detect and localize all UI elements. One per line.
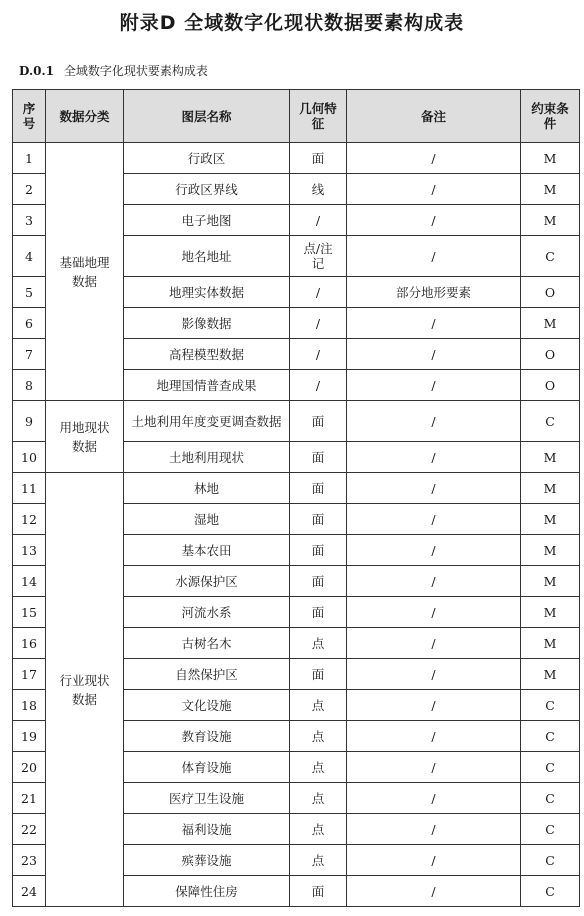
cell-constraint: M: [521, 442, 580, 473]
cell-notes: /: [347, 783, 521, 814]
cell-geometry: /: [290, 308, 347, 339]
header-serial-no: 序号: [13, 90, 46, 143]
cell-serial-no: 21: [13, 783, 46, 814]
cell-constraint: O: [521, 277, 580, 308]
cell-geometry: 点: [290, 845, 347, 876]
cell-geometry: 点: [290, 814, 347, 845]
cell-serial-no: 14: [13, 566, 46, 597]
cell-serial-no: 15: [13, 597, 46, 628]
cell-geometry: 点: [290, 721, 347, 752]
cell-notes: /: [347, 174, 521, 205]
cell-serial-no: 5: [13, 277, 46, 308]
cell-geometry: 点: [290, 690, 347, 721]
cell-layer-name: 福利设施: [124, 814, 290, 845]
cell-notes: /: [347, 308, 521, 339]
cell-layer-name: 湿地: [124, 504, 290, 535]
cell-geometry: /: [290, 277, 347, 308]
cell-geometry: 面: [290, 401, 347, 442]
cell-geometry: 面: [290, 442, 347, 473]
cell-constraint: M: [521, 659, 580, 690]
cell-notes: /: [347, 690, 521, 721]
cell-geometry: 面: [290, 473, 347, 504]
cell-serial-no: 11: [13, 473, 46, 504]
cell-layer-name: 土地利用年度变更调查数据: [124, 401, 290, 442]
cell-constraint: M: [521, 566, 580, 597]
cell-notes: /: [347, 721, 521, 752]
cell-constraint: O: [521, 370, 580, 401]
cell-notes: /: [347, 845, 521, 876]
cell-constraint: M: [521, 308, 580, 339]
cell-notes: /: [347, 236, 521, 277]
cell-layer-name: 文化设施: [124, 690, 290, 721]
cell-geometry: 面: [290, 504, 347, 535]
cell-geometry: 点: [290, 752, 347, 783]
cell-constraint: M: [521, 473, 580, 504]
cell-serial-no: 1: [13, 143, 46, 174]
cell-layer-name: 土地利用现状: [124, 442, 290, 473]
cell-serial-no: 13: [13, 535, 46, 566]
cell-geometry: 点: [290, 628, 347, 659]
cell-layer-name: 体育设施: [124, 752, 290, 783]
cell-notes: /: [347, 473, 521, 504]
table-number: D.0.1: [19, 64, 55, 78]
cell-notes: /: [347, 597, 521, 628]
cell-constraint: C: [521, 721, 580, 752]
cell-data-category: 基础地理数据: [46, 143, 124, 401]
cell-notes: /: [347, 659, 521, 690]
cell-serial-no: 17: [13, 659, 46, 690]
cell-serial-no: 22: [13, 814, 46, 845]
cell-serial-no: 10: [13, 442, 46, 473]
cell-geometry: /: [290, 370, 347, 401]
cell-constraint: O: [521, 339, 580, 370]
cell-geometry: 面: [290, 143, 347, 174]
cell-notes: /: [347, 205, 521, 236]
table-caption-text: 全域数字化现状要素构成表: [63, 64, 208, 78]
table-body: [13, 143, 580, 907]
cell-layer-name: 医疗卫生设施: [124, 783, 290, 814]
cell-serial-no: 3: [13, 205, 46, 236]
cell-layer-name: 殡葬设施: [124, 845, 290, 876]
cell-constraint: C: [521, 814, 580, 845]
cell-constraint: C: [521, 236, 580, 277]
cell-notes: /: [347, 566, 521, 597]
cell-constraint: C: [521, 783, 580, 814]
cell-serial-no: 6: [13, 308, 46, 339]
cell-geometry: 面: [290, 566, 347, 597]
cell-constraint: M: [521, 504, 580, 535]
header-geometry: 几何特征: [290, 90, 347, 143]
cell-constraint: C: [521, 752, 580, 783]
cell-layer-name: 行政区: [124, 143, 290, 174]
cell-geometry: 面: [290, 659, 347, 690]
cell-notes: /: [347, 370, 521, 401]
cell-constraint: M: [521, 143, 580, 174]
cell-layer-name: 地名地址: [124, 236, 290, 277]
cell-constraint: M: [521, 597, 580, 628]
cell-notes: /: [347, 401, 521, 442]
cell-layer-name: 教育设施: [124, 721, 290, 752]
header-notes: 备注: [347, 90, 521, 143]
cell-notes: 部分地形要素: [347, 277, 521, 308]
cell-layer-name: 基本农田: [124, 535, 290, 566]
cell-notes: /: [347, 628, 521, 659]
cell-layer-name: 影像数据: [124, 308, 290, 339]
cell-geometry: 面: [290, 597, 347, 628]
cell-serial-no: 7: [13, 339, 46, 370]
cell-constraint: M: [521, 535, 580, 566]
header-data-category: 数据分类: [46, 90, 124, 143]
cell-layer-name: 地理国情普查成果: [124, 370, 290, 401]
cell-constraint: C: [521, 876, 580, 907]
cell-geometry: 面: [290, 535, 347, 566]
cell-constraint: C: [521, 401, 580, 442]
cell-notes: /: [347, 752, 521, 783]
table-row: [13, 401, 580, 442]
cell-serial-no: 2: [13, 174, 46, 205]
cell-serial-no: 19: [13, 721, 46, 752]
cell-layer-name: 河流水系: [124, 597, 290, 628]
cell-serial-no: 20: [13, 752, 46, 783]
cell-notes: /: [347, 504, 521, 535]
cell-notes: /: [347, 339, 521, 370]
cell-layer-name: 保障性住房: [124, 876, 290, 907]
cell-serial-no: 8: [13, 370, 46, 401]
table-header-row: [13, 90, 580, 143]
cell-constraint: C: [521, 690, 580, 721]
cell-serial-no: 4: [13, 236, 46, 277]
header-constraint: 约束条件: [521, 90, 580, 143]
cell-layer-name: 古树名木: [124, 628, 290, 659]
cell-serial-no: 16: [13, 628, 46, 659]
page-title: 附录D 全域数字化现状数据要素构成表: [119, 12, 465, 34]
cell-notes: /: [347, 814, 521, 845]
cell-layer-name: 水源保护区: [124, 566, 290, 597]
cell-geometry: 线: [290, 174, 347, 205]
cell-serial-no: 9: [13, 401, 46, 442]
cell-geometry: 点/注记: [290, 236, 347, 277]
cell-constraint: M: [521, 205, 580, 236]
table-row: [13, 473, 580, 504]
cell-layer-name: 行政区界线: [124, 174, 290, 205]
cell-serial-no: 24: [13, 876, 46, 907]
cell-geometry: /: [290, 205, 347, 236]
cell-serial-no: 12: [13, 504, 46, 535]
cell-notes: /: [347, 876, 521, 907]
cell-layer-name: 自然保护区: [124, 659, 290, 690]
cell-geometry: 面: [290, 876, 347, 907]
cell-notes: /: [347, 535, 521, 566]
cell-geometry: 点: [290, 783, 347, 814]
table-caption: [19, 62, 208, 79]
header-layer-name: 图层名称: [124, 90, 290, 143]
cell-serial-no: 23: [13, 845, 46, 876]
cell-layer-name: 地理实体数据: [124, 277, 290, 308]
cell-geometry: /: [290, 339, 347, 370]
table-row: [13, 143, 580, 174]
cell-data-category: 行业现状数据: [46, 473, 124, 907]
cell-layer-name: 电子地图: [124, 205, 290, 236]
cell-constraint: M: [521, 628, 580, 659]
cell-notes: /: [347, 143, 521, 174]
cell-constraint: M: [521, 174, 580, 205]
cell-layer-name: 林地: [124, 473, 290, 504]
cell-layer-name: 高程模型数据: [124, 339, 290, 370]
cell-data-category: 用地现状数据: [46, 401, 124, 473]
cell-serial-no: 18: [13, 690, 46, 721]
cell-notes: /: [347, 442, 521, 473]
data-elements-table: [12, 89, 580, 907]
cell-constraint: C: [521, 845, 580, 876]
